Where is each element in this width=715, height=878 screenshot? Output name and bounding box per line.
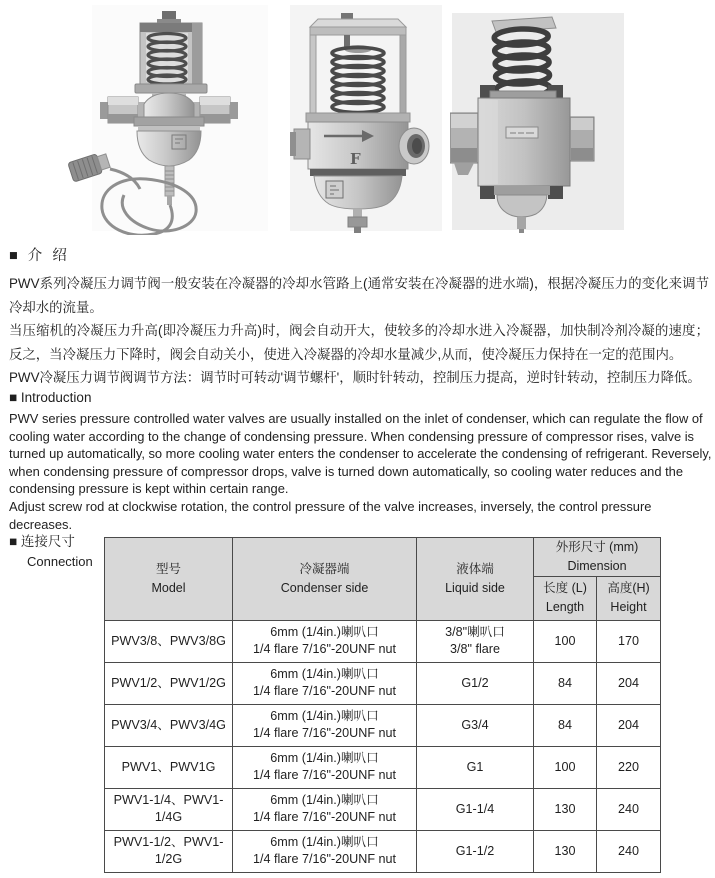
intro-cn-para-3: PWV冷凝压力调节阀调节方法：调节时可转动'调节螺杆'，顺时针转动，控制压力提高，逆时针转动，控制压力降低。: [9, 370, 701, 385]
cell-liquid: G1/2: [417, 662, 534, 704]
cell-height: 240: [597, 788, 661, 830]
cell-condenser: 6mm (1/4in.)喇叭口 1/4 flare 7/16"-20UNF nut: [233, 620, 417, 662]
table-row: [105, 704, 661, 746]
section-intro-en: [9, 390, 712, 533]
connection-section-label: [9, 530, 93, 569]
cell-condenser: 6mm (1/4in.)喇叭口 1/4 flare 7/16"-20UNF nut: [233, 662, 417, 704]
intro-cn-para-1: PWV系列冷凝压力调节阀一般安装在冷凝器的冷却水管路上(通常安装在冷凝器的进水端)，根据冷凝压力的变化来调节冷却水的流量。: [9, 276, 709, 315]
col-header-dimension: 外形尺寸 (mm) Dimension: [534, 538, 661, 577]
cell-liquid: G3/4: [417, 704, 534, 746]
cell-height: 204: [597, 704, 661, 746]
connection-table: [104, 537, 661, 873]
cell-height: 170: [597, 620, 661, 662]
cell-length: 84: [534, 704, 597, 746]
intro-en-heading: ■ Introduction: [9, 390, 92, 405]
cell-length: 100: [534, 620, 597, 662]
table-row: [105, 620, 661, 662]
cell-length: 130: [534, 830, 597, 872]
intro-en-para-2: Adjust screw rod at clockwise rotation, the control pressure of the valve increases, inversely, the control pressure decreases.: [9, 498, 652, 532]
intro-cn-heading: ■ 介 绍: [9, 248, 70, 264]
cell-condenser: 6mm (1/4in.)喇叭口 1/4 flare 7/16"-20UNF nut: [233, 704, 417, 746]
col-header-liquid: 液体端 Liquid side: [417, 538, 534, 621]
cell-length: 100: [534, 746, 597, 788]
col-header-condenser: 冷凝器端 Condenser side: [233, 538, 417, 621]
table-row: [105, 788, 661, 830]
cell-length: 84: [534, 662, 597, 704]
cell-liquid: 3/8"喇叭口 3/8" flare: [417, 620, 534, 662]
cell-height: 220: [597, 746, 661, 788]
pwv-valve-spring-frame-photo: [290, 5, 445, 235]
connection-label-cn: ■ 连接尺寸: [9, 534, 75, 549]
cell-model: PWV1/2、PWV1/2G: [105, 662, 233, 704]
intro-en-para-1: PWV series pressure controlled water valves are usually installed on the inlet of condenser, which can regulate the flow of cooling water according to the change of condensing pressure. When condensing pressure of compressor rises, valve is turned up automatically, so more cooling water enters the condenser to accelerate the condensing of refrigerant. Reversely, when condensing pressure of compressor drops, valve is turned down automatically, so cooling water reduces and the condensing pressure is kept within certain range.: [9, 411, 712, 497]
svg-text:F: F: [350, 150, 361, 168]
cell-height: 240: [597, 830, 661, 872]
cell-model: PWV1、PWV1G: [105, 746, 233, 788]
cell-liquid: G1-1/2: [417, 830, 534, 872]
intro-cn-para-2: 当压缩机的冷凝压力升高(即冷凝压力升高)时，阀会自动开大，使较多的冷却水进入冷凝器，加快制冷剂冷凝的速度；反之，当冷凝压力下降时，阀会自动关小，使进入冷凝器的冷却水量减少,从而，使冷凝压力保持在一定的范围内。: [9, 323, 709, 362]
table-row: [105, 830, 661, 872]
cell-length: 130: [534, 788, 597, 830]
table-row: [105, 746, 661, 788]
section-intro-cn: [9, 244, 709, 390]
col-header-height: 高度(H) Height: [597, 576, 661, 620]
cell-condenser: 6mm (1/4in.)喇叭口 1/4 flare 7/16"-20UNF nut: [233, 746, 417, 788]
cell-model: PWV3/8、PWV3/8G: [105, 620, 233, 662]
cell-condenser: 6mm (1/4in.)喇叭口 1/4 flare 7/16"-20UNF nut: [233, 788, 417, 830]
cell-model: PWV1-1/2、PWV1-1/2G: [105, 830, 233, 872]
table-row: [105, 662, 661, 704]
cell-liquid: G1-1/4: [417, 788, 534, 830]
cell-model: PWV3/4、PWV3/4G: [105, 704, 233, 746]
pwv-valve-block-body-photo: [450, 5, 630, 235]
connection-label-en: Connection: [27, 554, 93, 569]
col-header-length: 长度 (L) Length: [534, 576, 597, 620]
cell-liquid: G1: [417, 746, 534, 788]
cell-height: 204: [597, 662, 661, 704]
col-header-model: 型号 Model: [105, 538, 233, 621]
cell-model: PWV1-1/4、PWV1-1/4G: [105, 788, 233, 830]
pwv-valve-capillary-photo: [58, 5, 270, 235]
cell-condenser: 6mm (1/4in.)喇叭口 1/4 flare 7/16"-20UNF nut: [233, 830, 417, 872]
